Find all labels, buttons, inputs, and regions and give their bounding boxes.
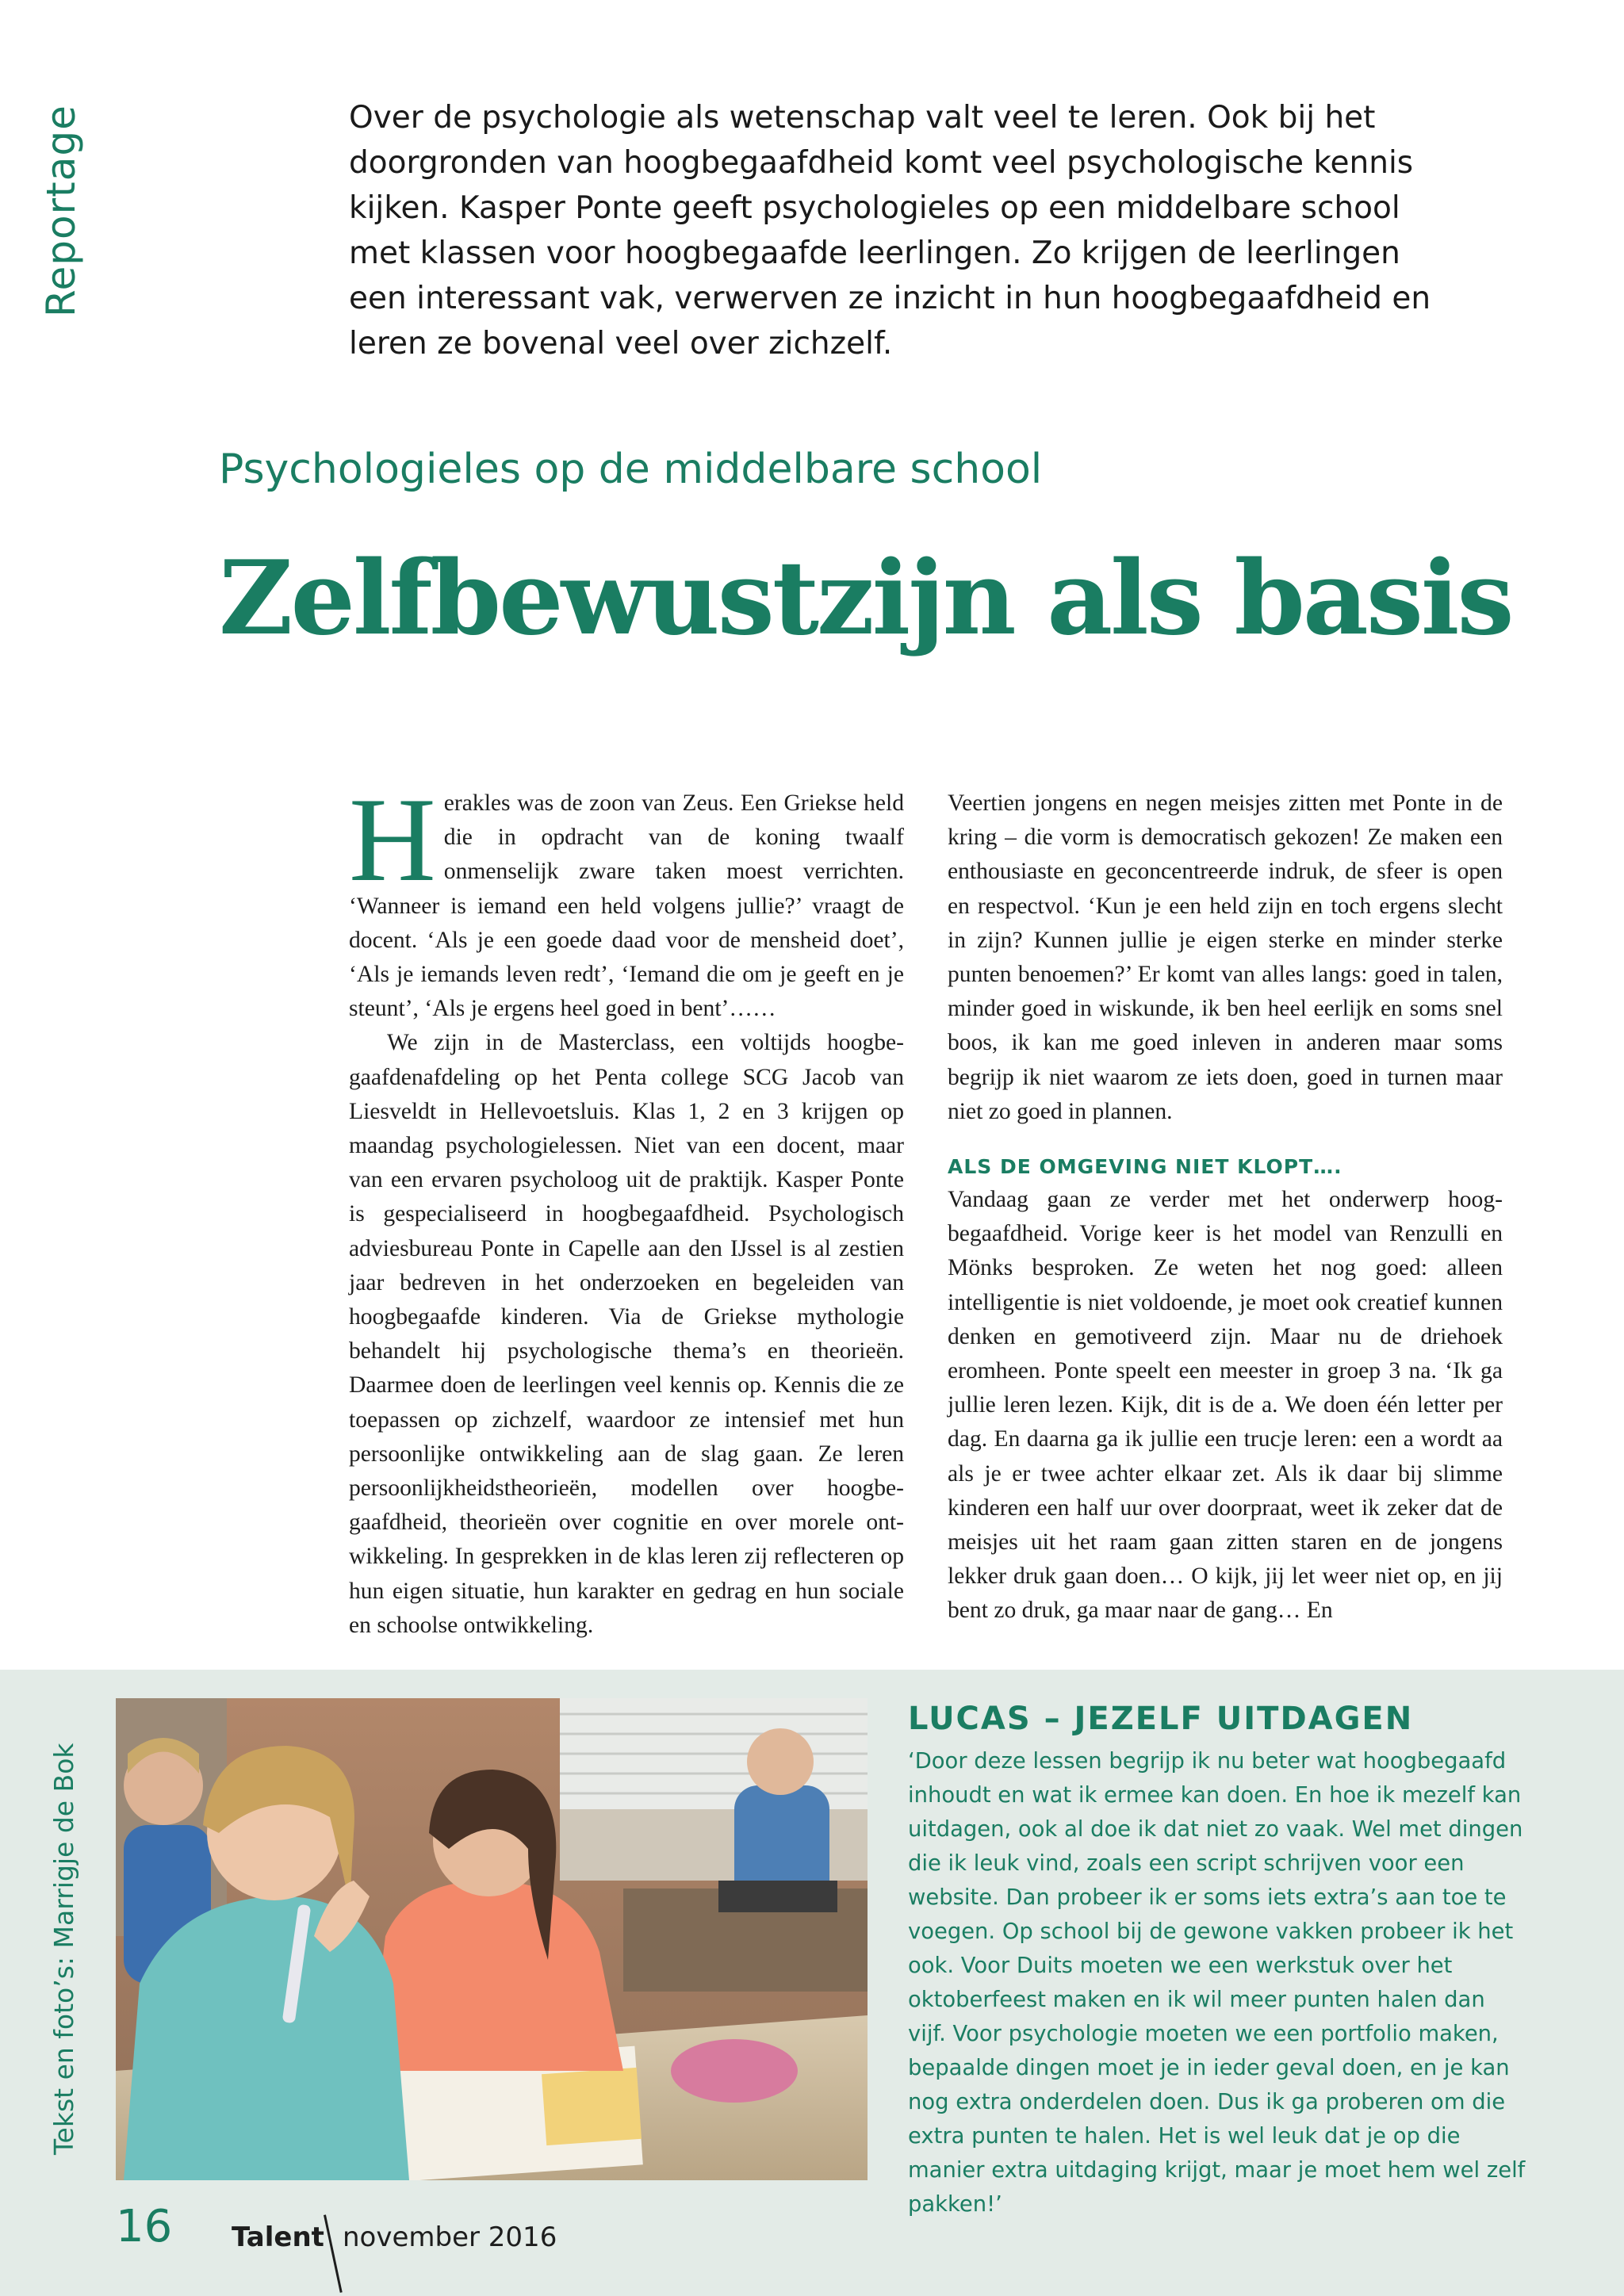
article-column-left — [349, 773, 904, 1643]
magazine-name: Talent — [232, 2221, 324, 2253]
page-number: 16 — [116, 2201, 173, 2252]
article-paragraph: We zijn in de Masterclass, een voltijds hoogbegaafdenafdeling op het Penta college SCG Jacob van Liesveldt in Hellevoetsluis. Klas 1, 2 en 3 krijgen op maandag psychologielessen. Niet van een docent, maar van een ervaren psycholoog uit de praktijk. Kasper Ponte is gespecialiseerd in hoogbegaafdheid. Psychologisch adviesbureau Ponte in Capelle aan den IJssel is al zestien jaar bedreven in het onderzoeken en begeleiden van hoogbegaafde kinderen. Via de Griekse mythologie behandelt hij psychologische thema’s en theorieën. Daarmee doen de leerlingen veel kennis op. Kennis die ze toepassen op zichzelf, waardoor ze intensief met hun persoonlijke ontwikkeling aan de slag gaan. Ze leren persoonlijkheidstheorieën, modellen over hoogbegaafdheid, theorieën over cognitie en over morele ontwikkeling. In gesprekken in de klas leren zij reflecteren op hun eigen situatie, hun karakter en gedrag en hun sociale en schoolse ontwikkeling. — [349, 1030, 904, 1638]
article-headline: Zelfbewustzijn als basis — [219, 539, 1512, 658]
issue-date: november 2016 — [343, 2221, 557, 2253]
intro-paragraph: Over de psychologie als wetenschap valt veel te leren. Ook bij het doorgronden van hoogbegaafdheid komt veel psychologische kennis kijken. Kasper Ponte geeft psychologieles op een middelbare school met klassen voor hoogbegaafde leerlingen. Zo krijgen de leerlingen een interessant vak, verwerven ze inzicht in hun hoogbegaafdheid en leren ze bovenal veel over zichzelf. — [349, 100, 1431, 362]
article-paragraph — [349, 773, 904, 1026]
classroom-photo — [116, 1698, 868, 2180]
quote-box-title: LUCAS – JEZELF UITDAGEN — [908, 1701, 1414, 1737]
article-column-right — [948, 786, 1503, 1628]
article-kicker: Psychologieles op de middelbare school — [219, 446, 1043, 493]
article-subheading: ALS DE OMGEVING NIET KLOPT…. — [948, 1155, 1342, 1179]
section-label: Reportage — [38, 105, 84, 317]
article-paragraph: Vandaag gaan ze verder met het onderwerp hoogbegaafdheid. Vorige keer is het model van Renzulli en Mönks besproken. Ze weten het nog goed: alleen intelligentie is niet voldoende, je moet ook creatief kunnen denken en gemotiveerd zijn. Maar nu de driehoek eromheen. Ponte speelt een meester in groep 3 na. ‘Ik ga jullie leren lezen. Kijk, dit is de a. We doen één letter per dag. En daarna ga ik jullie een trucje leren: een a wordt aa als je er twee achter elkaar zet. Als ik daar bij slimme kinderen een half uur over doorpraat, weet ik zeker dat de meisjes uit het raam gaan zitten staren en de jongens lekker druk gaan doen… O kijk, jij let weer niet op, en jij bent zo druk, ga maar naar de gang… En — [948, 1187, 1503, 1624]
article-paragraph: Veertien jongens en negen meisjes zitten met Ponte in de kring – die vorm is democratisch gekozen! Ze maken een enthousiaste en geconcentreerde indruk, de sfeer is open en respectvol. ‘Kun je een held zijn en toch ergens slecht in zijn? Kunnen jullie je eigen sterke en minder sterke punten benoemen?’ Er komt van alles langs: goed in talen, minder goed in wiskunde, ik ben heel eerlijk en soms snel boos, ik kan me goed inleven in anderen maar soms begrijp ik niet waarom ze iets doen, goed in turnen maar niet zo goed in plannen. — [948, 790, 1503, 1124]
photo-credit: Tekst en foto’s: Marrigje de Bok — [48, 1743, 79, 2155]
article-paragraph-text: erakles was de zoon van Zeus. Een Griekse held die in opdracht van de koning twaalf onmenselijk zware taken moest verrichten. ‘Wanneer is iemand een held volgens jullie?’ vraagt de docent. ‘Als je een goede daad voor de mensheid doet’, ‘Als je iemands leven redt’, ‘Iemand die om je geeft en je steunt’, ‘Als je ergens heel goed in bent’…… — [349, 790, 904, 1022]
drop-cap: H — [349, 773, 436, 906]
quote-box-text: ‘Door deze lessen begrijp ik nu beter wat hoogbegaafd inhoudt en wat ik ermee kan doen. En hoe ik mezelf kan uitdagen, ook al doe ik dat niet zo vaak. Wel met dingen die ik leuk vind, zoals een script schrijven voor een website. Dan probeer ik er soms iets extra’s aan toe te voegen. Op school bij de gewone vakken probeer ik het ook. Voor Duits moeten we een werkstuk over het oktoberfeest maken en ik wil meer punten halen dan vijf. Voor psychologie moeten we een portfolio maken, bepaalde dingen moet je in ieder geval doen, en je kan nog extra onderdelen doen. Dus ik ga proberen om die extra punten te halen. Het is wel leuk dat je op die manier extra uitdaging krijgt, maar je moet hem wel zelf pakken!’ — [908, 1749, 1526, 2217]
